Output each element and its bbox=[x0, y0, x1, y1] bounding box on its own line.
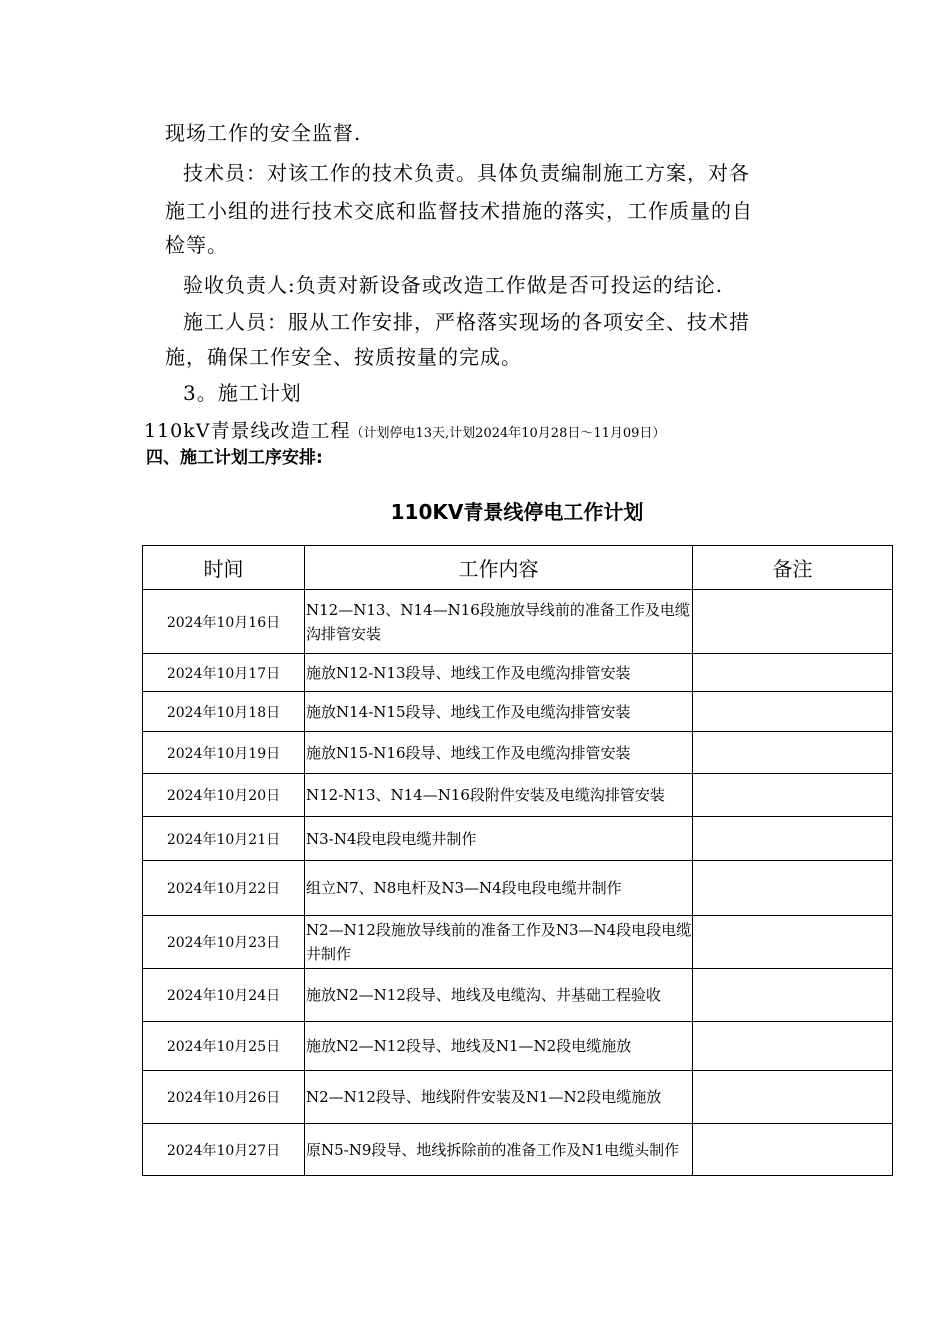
table-row bbox=[143, 817, 893, 861]
row-content: N12—N13、N14—N16段施放导线前的准备工作及电缆沟排管安装 bbox=[305, 590, 693, 654]
row-remark bbox=[693, 969, 893, 1022]
table-row bbox=[143, 1124, 893, 1176]
row-remark bbox=[693, 692, 893, 732]
paragraph-technician-line2: 施工小组的进行技术交底和监督技术措施的落实，工作质量的自 bbox=[165, 199, 753, 223]
row-content: 原N5-N9段导、地线拆除前的准备工作及N1电缆头制作 bbox=[305, 1124, 693, 1176]
header-remark: 备注 bbox=[693, 546, 893, 590]
table-row bbox=[143, 732, 893, 774]
row-content: 组立N7、N8电杆及N3—N4段电段电缆井制作 bbox=[305, 861, 693, 916]
table-row bbox=[143, 590, 893, 654]
header-content: 工作内容 bbox=[305, 546, 693, 590]
row-remark bbox=[693, 654, 893, 692]
row-content: 施放N15-N16段导、地线工作及电缆沟排管安装 bbox=[305, 732, 693, 774]
table-row bbox=[143, 692, 893, 732]
paragraph-site-supervision: 现场工作的安全监督. bbox=[165, 121, 362, 145]
row-content: N12-N13、N14—N16段附件安装及电缆沟排管安装 bbox=[305, 774, 693, 817]
work-plan-table bbox=[142, 545, 893, 1176]
row-remark bbox=[693, 1124, 893, 1176]
row-date: 2024年10月22日 bbox=[143, 861, 305, 916]
paragraph-acceptance-lead: 验收负责人:负责对新设备或改造工作做是否可投运的结论. bbox=[183, 273, 724, 297]
table-title: 110KV青景线停电工作计划 bbox=[390, 500, 644, 524]
row-date: 2024年10月21日 bbox=[143, 817, 305, 861]
row-date: 2024年10月27日 bbox=[143, 1124, 305, 1176]
row-date: 2024年10月23日 bbox=[143, 916, 305, 969]
table-row bbox=[143, 774, 893, 817]
row-date: 2024年10月20日 bbox=[143, 774, 305, 817]
row-date: 2024年10月16日 bbox=[143, 590, 305, 654]
row-content: N3-N4段电段电缆井制作 bbox=[305, 817, 693, 861]
paragraph-technician-line3: 检等。 bbox=[165, 233, 228, 257]
paragraph-technician-line1: 技术员：对该工作的技术负责。具体负责编制施工方案，对各 bbox=[183, 161, 750, 185]
project-schedule-note: （计划停电13天,计划2024年10月28日～11月09日） bbox=[350, 426, 666, 441]
header-time: 时间 bbox=[143, 546, 305, 590]
row-date: 2024年10月24日 bbox=[143, 969, 305, 1022]
row-date: 2024年10月19日 bbox=[143, 732, 305, 774]
table-row bbox=[143, 916, 893, 969]
row-remark bbox=[693, 861, 893, 916]
section-heading: 四、施工计划工序安排: bbox=[146, 448, 323, 468]
row-remark bbox=[693, 916, 893, 969]
paragraph-workers-line2: 施，确保工作安全、按质按量的完成。 bbox=[165, 345, 522, 369]
row-remark bbox=[693, 817, 893, 861]
table-row bbox=[143, 969, 893, 1022]
paragraph-construction-plan: 3。施工计划 bbox=[183, 381, 302, 405]
row-date: 2024年10月17日 bbox=[143, 654, 305, 692]
row-remark bbox=[693, 1022, 893, 1071]
row-remark bbox=[693, 590, 893, 654]
table-row bbox=[143, 1071, 893, 1124]
row-content: 施放N2—N12段导、地线及电缆沟、井基础工程验收 bbox=[305, 969, 693, 1022]
row-content: N2—N12段导、地线附件安装及N1—N2段电缆施放 bbox=[305, 1071, 693, 1124]
project-plan-line bbox=[144, 416, 665, 443]
row-content: 施放N12-N13段导、地线工作及电缆沟排管安装 bbox=[305, 654, 693, 692]
row-remark bbox=[693, 1071, 893, 1124]
table-row bbox=[143, 1022, 893, 1071]
table-row bbox=[143, 654, 893, 692]
row-date: 2024年10月18日 bbox=[143, 692, 305, 732]
row-date: 2024年10月26日 bbox=[143, 1071, 305, 1124]
row-content: 施放N14-N15段导、地线工作及电缆沟排管安装 bbox=[305, 692, 693, 732]
row-date: 2024年10月25日 bbox=[143, 1022, 305, 1071]
row-remark bbox=[693, 774, 893, 817]
project-name: 110kV青景线改造工程 bbox=[144, 420, 351, 442]
row-content: N2—N12段施放导线前的准备工作及N3—N4段电段电缆井制作 bbox=[305, 916, 693, 969]
table-row bbox=[143, 861, 893, 916]
table-header-row bbox=[143, 546, 893, 590]
row-remark bbox=[693, 732, 893, 774]
paragraph-workers-line1: 施工人员：服从工作安排，严格落实现场的各项安全、技术措 bbox=[183, 310, 750, 334]
row-content: 施放N2—N12段导、地线及N1—N2段电缆施放 bbox=[305, 1022, 693, 1071]
